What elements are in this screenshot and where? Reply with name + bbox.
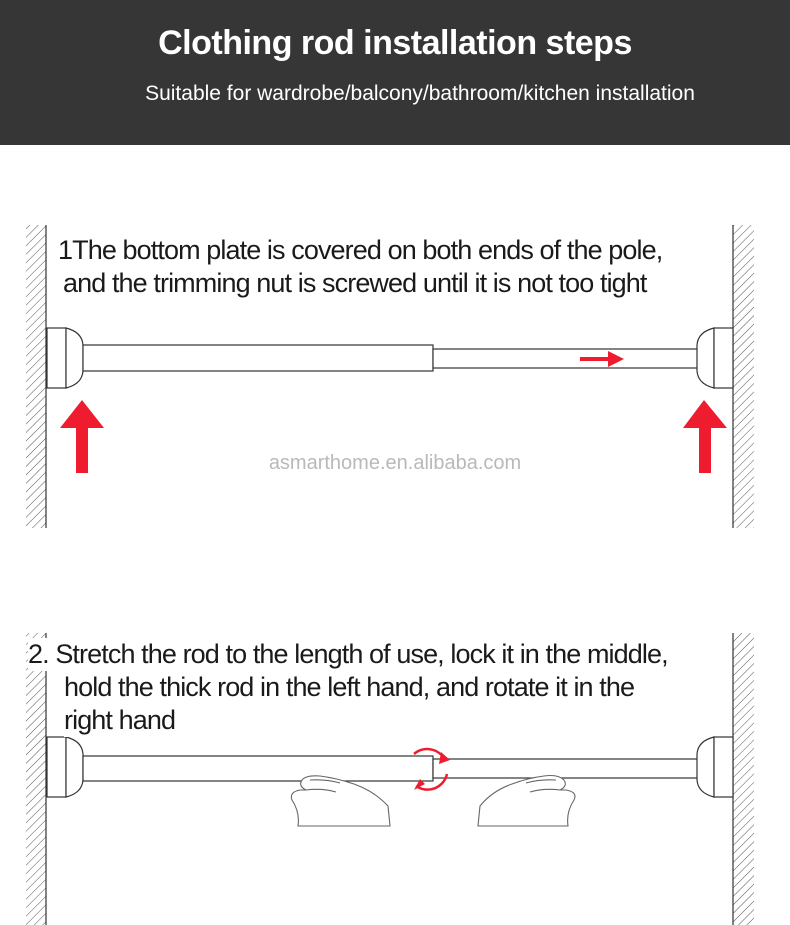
thin-rod [433,349,698,368]
thin-rod [433,759,698,778]
hand-icon [478,776,575,827]
step-1-line-2: and the trimming nut is screwed until it is not too tight [63,268,647,298]
step-1-line-1: 1The bottom plate is covered on both ends of the pole, [58,235,663,265]
right-wall [733,633,754,925]
left-end-cap [47,737,83,797]
thick-rod [83,756,433,781]
page-subtitle: Suitable for wardrobe/balcony/bathroom/kitchen installation [145,82,695,105]
left-end-cap [47,328,83,388]
step-2-line-2: hold the thick rod in the left hand, and rotate it in the [64,672,635,702]
left-wall [26,225,46,528]
right-wall [733,225,754,528]
page-title: Clothing rod installation steps [158,24,632,62]
step-2-line-1: 2. Stretch the rod to the length of use, lock it in the middle, [28,639,668,669]
left-wall [26,633,46,925]
step-2-line-3: right hand [64,705,176,735]
watermark: asmarthome.en.alibaba.com [268,452,522,474]
right-end-cap [697,737,733,797]
hand-icon [291,776,390,826]
right-end-cap [697,328,733,388]
thick-rod [83,345,433,371]
